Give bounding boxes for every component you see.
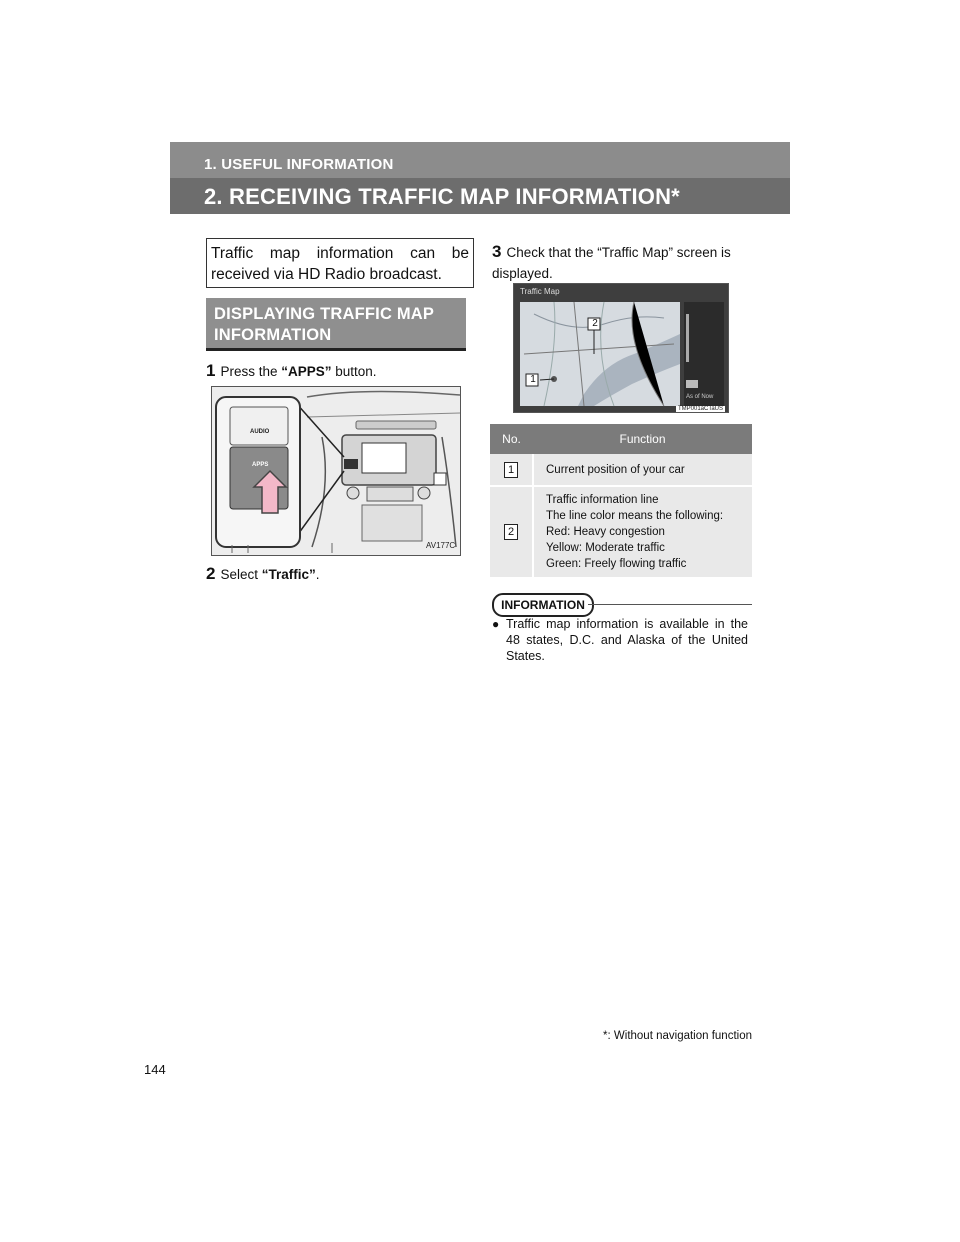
function-line: Current position of your car (546, 463, 685, 476)
step-text: Press the (220, 364, 282, 379)
function-cell (533, 486, 752, 578)
information-label: INFORMATION (492, 593, 594, 617)
number-badge: 1 (504, 462, 518, 478)
dashboard-illustration (212, 387, 460, 555)
step-1 (206, 361, 466, 381)
step-number: 1 (206, 361, 216, 380)
page-number: 144 (144, 1062, 166, 1077)
information-text: Traffic map information is available in the 48 states, D.C. and Alaska of the United States. (506, 617, 748, 663)
step-text-end: button. (331, 364, 377, 379)
intro-box (206, 238, 474, 288)
page-title: 2. RECEIVING TRAFFIC MAP INFORMATION* (204, 184, 680, 209)
step-number: 3 (492, 242, 502, 261)
step-3 (492, 241, 752, 284)
audio-button-label: AUDIO (250, 429, 270, 435)
figure-id: AV177C (426, 541, 456, 550)
information-note (492, 616, 748, 664)
col-header-no: No. (490, 424, 533, 454)
row-number-cell (490, 454, 533, 486)
section-header (170, 142, 790, 178)
intro-text: Traffic map information can be received via HD Radio broadcast. (211, 245, 469, 283)
step-keyword: “Traffic” (261, 567, 316, 582)
table-row (490, 486, 752, 578)
step-number: 2 (206, 564, 216, 583)
figure-id: TMP001aCTaUS (678, 406, 724, 412)
apps-button-figure (211, 386, 461, 556)
function-line: Traffic information line (546, 494, 659, 506)
footnote: *: Without navigation function (603, 1030, 752, 1042)
row-number-cell (490, 486, 533, 578)
traffic-map-figure (513, 283, 729, 413)
map-screen-title: Traffic Map (520, 287, 560, 296)
callout-2: 2 (592, 318, 598, 329)
step-text-end: . (315, 567, 320, 582)
callout-1: 1 (530, 374, 536, 385)
chapter-title-bar (170, 178, 790, 214)
step-keyword: “APPS” (281, 364, 332, 379)
function-line: The line color means the following: (546, 510, 724, 522)
table-row (490, 454, 752, 486)
traffic-map-screen (514, 284, 728, 412)
subsection-heading (206, 298, 466, 351)
step-2 (206, 564, 466, 584)
number-badge: 2 (504, 524, 518, 540)
apps-button-label: APPS (252, 462, 269, 468)
as-of-now-button: As of Now (686, 394, 714, 400)
function-cell (533, 454, 752, 486)
col-header-function: Function (533, 424, 752, 454)
function-line: Green: Freely flowing traffic (546, 558, 687, 570)
step-text: Select (220, 567, 262, 582)
function-line: Red: Heavy congestion (546, 526, 665, 538)
function-line: Yellow: Moderate traffic (546, 542, 665, 554)
step-text: Check that the “Traffic Map” screen is displayed. (492, 245, 731, 281)
section-title: 1. USEFUL INFORMATION (204, 156, 394, 173)
information-divider (588, 604, 752, 605)
bullet-icon: ● (492, 617, 500, 631)
function-table (490, 424, 752, 579)
subsection-title: DISPLAYING TRAFFIC MAP INFORMATION (214, 305, 434, 344)
